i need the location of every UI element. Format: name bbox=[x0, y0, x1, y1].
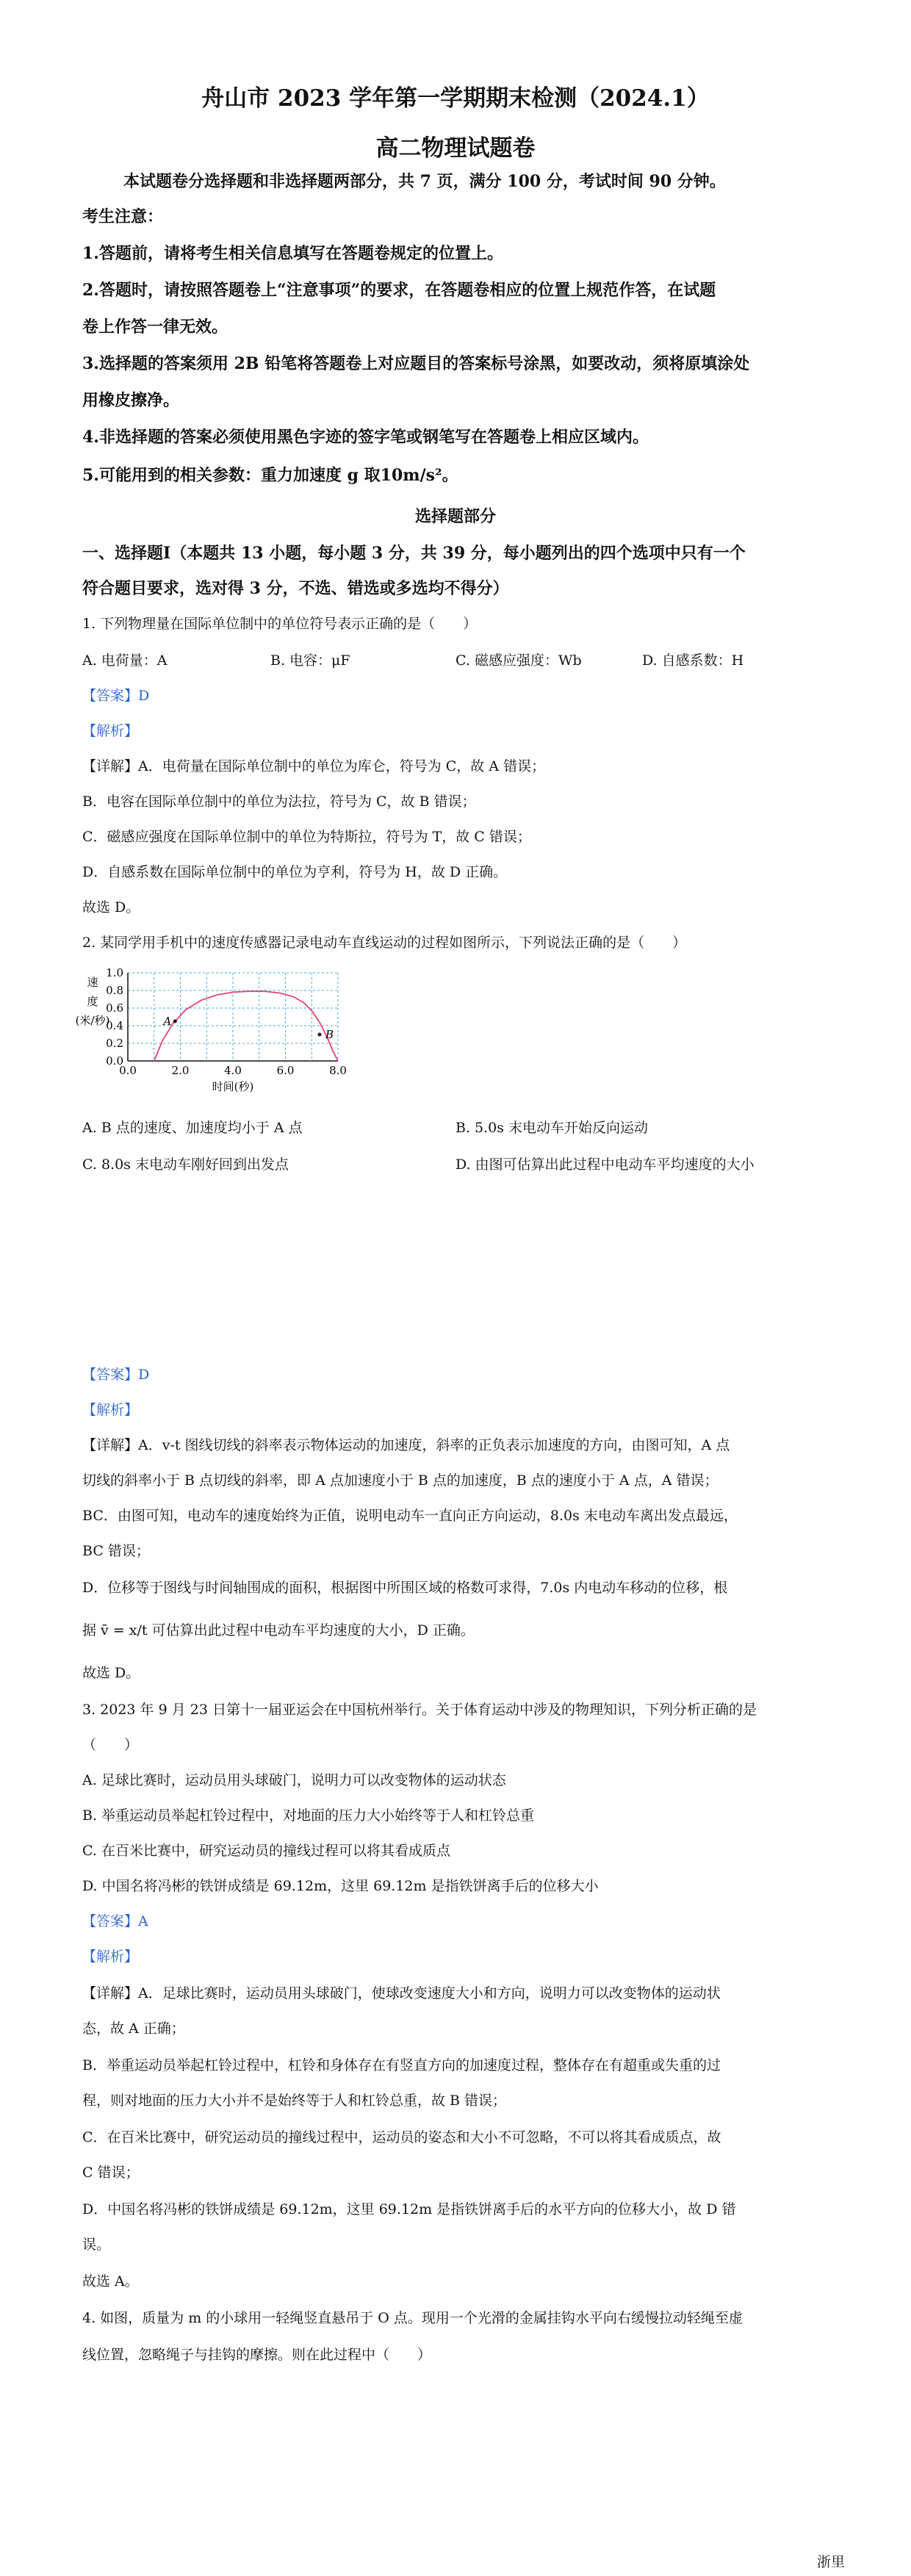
q3-detail-line: 故选 A。 bbox=[82, 2273, 139, 2289]
velocity-time-chart bbox=[75, 964, 359, 1104]
y-tick-label: 0.6 bbox=[106, 1001, 123, 1015]
y-tick-label: 0.4 bbox=[106, 1019, 123, 1032]
q3-detail-line: C．在百米比赛中，研究运动员的撞线过程中，运动员的姿态和大小不可忽略，不可以将其看成质点，故 bbox=[82, 2129, 721, 2145]
chart-xlabel: 时间(秒) bbox=[212, 1080, 254, 1093]
q3-detail-line: C 错误； bbox=[82, 2165, 140, 2181]
blank-space bbox=[82, 1205, 817, 1352]
q2-detail-line: 故选 D。 bbox=[82, 1665, 140, 1681]
part1-heading: 一、选择题Ⅰ（本题共 13 小题，每小题 3 分，共 39 分，每小题列出的四个选项中只有一个 bbox=[82, 544, 746, 563]
q3-detail-line: 误。 bbox=[82, 2237, 111, 2253]
q3-detail-line: 程，则对地面的压力大小并不是始终等于人和杠铃总重，故 B 错误； bbox=[82, 2093, 507, 2109]
q1-option-a: A. 电荷量：A bbox=[82, 652, 168, 669]
note-line: 5.可能用到的相关参数：重力加速度 g 取10m/s²。 bbox=[82, 466, 458, 485]
q3-option-a: A. 足球比赛时，运动员用头球破门，说明力可以改变物体的运动状态 bbox=[82, 1772, 506, 1788]
q3-option-d: D. 中国名将冯彬的铁饼成绩是 69.12m，这里 69.12m 是指铁饼离手后的位移大小 bbox=[82, 1878, 599, 1894]
q1-answer: 【答案】D bbox=[82, 688, 150, 704]
section-title: 选择题部分 bbox=[414, 507, 496, 526]
q2-answer: 【答案】D bbox=[82, 1367, 150, 1383]
x-tick-label: 4.0 bbox=[224, 1064, 242, 1077]
q2-option-c: C. 8.0s 末电动车刚好回到出发点 bbox=[82, 1156, 289, 1173]
point-marker-a bbox=[173, 1020, 177, 1023]
q2-detail-line: D．位移等于图线与时间轴围成的面积，根据图中所围区域的格数可求得，7.0s 内电动车移动的位移，根 bbox=[82, 1580, 728, 1596]
note-line: 3.选择题的答案须用 2B 铅笔将答题卷上对应题目的答案标号涂黑，如要改动，须将原填涂处 bbox=[82, 354, 750, 373]
q1-detail-line: D．自感系数在国际单位制中的单位为亨利，符号为 H，故 D 正确。 bbox=[82, 864, 508, 880]
part1-heading: 符合题目要求，选对得 3 分，不选、错选或多选均不得分） bbox=[82, 579, 509, 598]
exam-title: 舟山市 2023 学年第一学期期末检测（2024.1） bbox=[201, 85, 710, 112]
note-line: 用橡皮擦净。 bbox=[82, 391, 180, 410]
q1-analysis: 【解析】 bbox=[82, 723, 139, 739]
chart-series bbox=[154, 991, 338, 1061]
q2-stem: 2. 某同学用手机中的速度传感器记录电动车直线运动的过程如图所示，下列说法正确的是（ ） bbox=[82, 935, 687, 951]
q1-detail-line: 故选 D。 bbox=[82, 899, 140, 915]
series-line bbox=[154, 991, 338, 1061]
q2-detail-line: 切线的斜率小于 B 点切线的斜率，即 A 点加速度小于 B 点的加速度，B 点的速度小于 A 点，A 错误； bbox=[82, 1472, 719, 1489]
exam-subtitle: 高二物理试题卷 bbox=[375, 135, 536, 162]
q2-detail-line: 据 v̄ = x/t 可估算出此过程中电动车平均速度的大小，D 正确。 bbox=[82, 1622, 475, 1638]
q3-analysis: 【解析】 bbox=[82, 1949, 139, 1965]
q1-detail-line: C．磁感应强度在国际单位制中的单位为特斯拉，符号为 T，故 C 错误； bbox=[82, 829, 531, 845]
chart-points bbox=[162, 1015, 334, 1041]
x-tick-label: 2.0 bbox=[171, 1064, 190, 1077]
q2-option-a: A. B 点的速度、加速度均小于 A 点 bbox=[82, 1120, 303, 1136]
q3-option-c: C. 在百米比赛中，研究运动员的撞线过程可以将其看成质点 bbox=[82, 1843, 450, 1859]
q3-detail-line: B．举重运动员举起杠铃过程中，杠铃和身体存在有竖直方向的加速度过程，整体存在有超重或失重的过 bbox=[82, 2057, 721, 2073]
q2-detail-line: BC．由图可知，电动车的速度始终为正值，说明电动车一直向正方向运动，8.0s 末电动车离出发点最远， bbox=[82, 1508, 738, 1524]
q2-detail-line: 【详解】A．v-t 图线切线的斜率表示物体运动的加速度，斜率的正负表示加速度的方向，由图可知，A 点 bbox=[82, 1437, 730, 1453]
q4-stem: 4. 如图，质量为 m 的小球用一轻绳竖直悬吊于 O 点。现用一个光滑的金属挂钩水平向右缓慢拉动轻绳至虚 bbox=[82, 2310, 743, 2326]
note-line: 2.答题时，请按照答题卷上“注意事项”的要求，在答题卷相应的位置上规范作答，在试题 bbox=[82, 281, 716, 300]
x-tick-label: 8.0 bbox=[329, 1064, 347, 1077]
y-tick-label: 0.2 bbox=[106, 1037, 123, 1050]
q3-stem: 3. 2023 年 9 月 23 日第十一届亚运会在中国杭州举行。关于体育运动中涉及的物理知识，下列分析正确的是 bbox=[82, 1702, 757, 1718]
q3-detail-line: 态，故 A 正确； bbox=[82, 2021, 185, 2037]
q1-stem: 1. 下列物理量在国际单位制中的单位符号表示正确的是（ ） bbox=[82, 616, 478, 632]
q3-detail-line: 【详解】A．足球比赛时，运动员用头球破门，使球改变速度大小和方向，说明力可以改变物体的运动状 bbox=[82, 1985, 721, 2001]
q3-answer: 【答案】A bbox=[82, 1913, 148, 1929]
q4-stem: 线位置，忽略绳子与挂钩的摩擦。则在此过程中（ ） bbox=[82, 2347, 432, 2363]
q3-option-b: B. 举重运动员举起杠铃过程中，对地面的压力大小始终等于人和杠铃总重 bbox=[82, 1807, 535, 1824]
y-tick-label: 0.0 bbox=[106, 1054, 123, 1068]
note-line: 4.非选择题的答案必须使用黑色字迹的签字笔或钢笔写在答题卷上相应区域内。 bbox=[82, 428, 649, 447]
y-tick-label: 0.8 bbox=[106, 984, 123, 997]
x-tick-label: 0.0 bbox=[119, 1064, 137, 1077]
q3-stem: （ ） bbox=[82, 1737, 139, 1753]
note-line: 1.答题前，请将考生相关信息填写在答题卷规定的位置上。 bbox=[82, 244, 503, 263]
note-line: 卷上作答一律无效。 bbox=[82, 317, 228, 337]
x-tick-label: 6.0 bbox=[276, 1064, 295, 1077]
notes-heading: 考生注意： bbox=[82, 207, 164, 226]
intro-text: 本试题卷分选择题和非选择题两部分，共 7 页，满分 100 分，考试时间 90 分钟。 bbox=[123, 172, 726, 191]
point-label-b: B bbox=[325, 1028, 334, 1041]
q1-option-b: B. 电容：μF bbox=[270, 652, 350, 669]
q1-option-d: D. 自感系数：H bbox=[642, 652, 744, 669]
q1-option-c: C. 磁感应强度：Wb bbox=[455, 652, 582, 669]
q3-detail-line: D．中国名将冯彬的铁饼成绩是 69.12m，这里 69.12m 是指铁饼离手后的水平方向的位移大小，故 D 错 bbox=[82, 2201, 736, 2217]
point-label-a: A bbox=[163, 1015, 172, 1028]
q2-detail-line: BC 错误； bbox=[82, 1543, 150, 1559]
q2-option-b: B. 5.0s 末电动车开始反向运动 bbox=[455, 1120, 649, 1136]
point-marker-b bbox=[317, 1033, 321, 1037]
y-tick-label: 1.0 bbox=[106, 966, 123, 979]
q1-detail-line: B．电容在国际单位制中的单位为法拉，符号为 C，故 B 错误； bbox=[82, 794, 476, 810]
q2-analysis: 【解析】 bbox=[82, 1402, 139, 1418]
page-footer: 浙里 bbox=[816, 2554, 845, 2570]
chart-ylabel: 速度(米/秒) bbox=[75, 976, 110, 1027]
q1-detail-line: 【详解】A．电荷量在国际单位制中的单位为库仑，符号为 C，故 A 错误； bbox=[82, 758, 546, 774]
q2-option-d: D. 由图可估算出此过程中电动车平均速度的大小 bbox=[455, 1156, 755, 1173]
